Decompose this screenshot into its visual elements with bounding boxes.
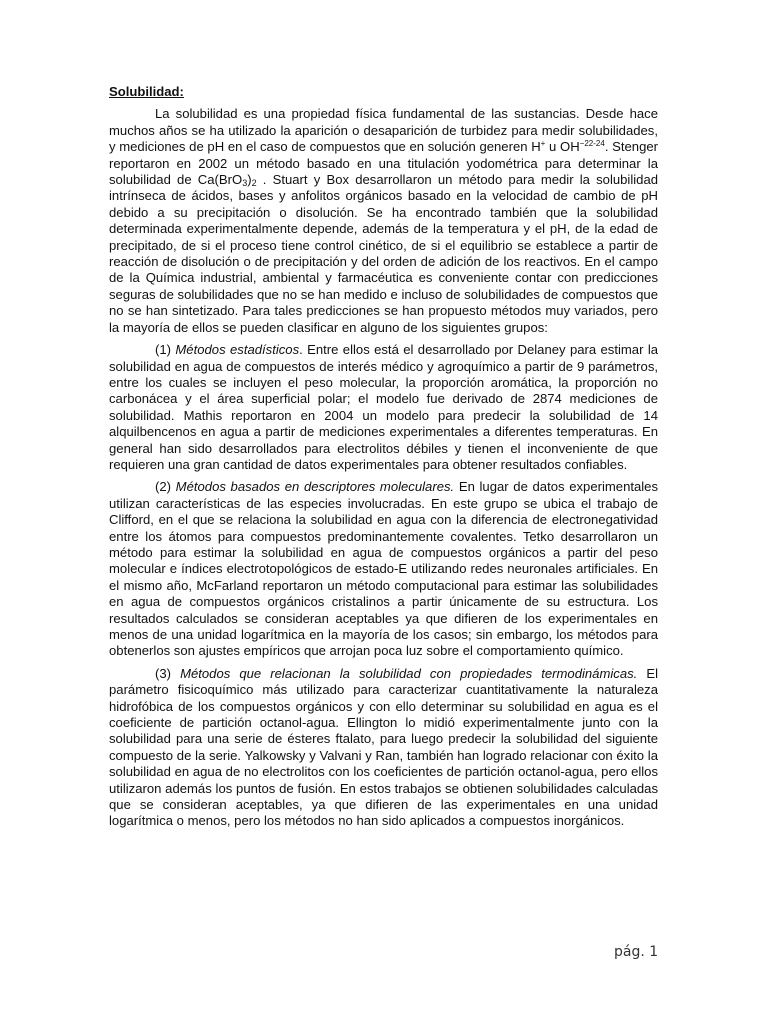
item-title: Métodos estadísticos [175,342,300,358]
item-number: (2) [155,479,176,495]
subscript-2: 2 [251,178,257,189]
intro-text-b: u OH [545,139,580,155]
item-number: (1) [155,342,176,358]
section-heading: Solubilidad: [109,84,184,99]
oh-charge: − [579,139,585,149]
paragraph-thermodynamic-methods [109,666,658,830]
citation-ref: 22-24 [584,139,605,149]
item-title: Métodos que relacionan la solubilidad con propiedades termodinámicas. [180,665,638,681]
document-body [109,84,658,836]
paragraph-intro [109,106,658,336]
intro-text-e: . Stuart y Box desarrollaron un método para medir la solubilidad intrínseca de ácidos, bases y anfolitos orgánicos basado en la velocidad de cambio de pH debido a su precipitación o disolución. Se ha encontrado también que la solubilidad determinada experimentalmente depende, además de la temperatura y el pH, de la edad de precipitado, de si el proceso tiene control cinético, de si el equilibrio se establece a partir de reacción de disolución o de precipitación y del orden de adición de los reactivos. En el campo de la Química industrial, ambiental y farmacéutica es conveniente contar con predicciones seguras de solubilidades que no se han medido e incluso de solubilidades de compuestos que no se han sintetizado. Para tales predicciones se han propuesto métodos muy variados, pero la mayoría de ellos se pueden clasificar en alguno de los siguientes grupos: [109,172,659,335]
intro-text-d: ) [247,172,252,188]
item-body: . Entre ellos está el desarrollado por Delaney para estimar la solubilidad en agua de compuestos de interés médico y agroquímico a partir de 9 parámetros, entre los cuales se incluyen el peso molecular, la proporción aromática, la proporción no carbonácea y el área superficial polar; el modelo fue derivado de 2874 mediciones de solubilidad. Mathis reportaron en 2004 un modelo para predecir la solubilidad de 14 alquilbencenos en agua a partir de mediciones experimentales a diferentes temperaturas. En general han sido desarrollados para electrolitos débiles y tienen el inconveniente de que requieren una gran cantidad de datos experimentales para obtener resultados confiables. [109,342,659,472]
intro-text-a: La solubilidad es una propiedad física fundamental de las sustancias. Desde hace muchos años se ha utilizado la aparición o desaparición de turbidez para medir solubilidades, y mediciones de pH en el caso de compuestos que en solución generen H [109,106,658,155]
page-number: pág. 1 [614,944,659,960]
item-body: En lugar de datos experimentales utilizan características de las especies involucradas. En este grupo se ubica el trabajo de Clifford, en el que se relaciona la solubilidad en agua con la diferencia de electronegatividad entre los átomos para compuestos predominantemente covalentes. Tetko desarrollaron un método para estimar la solubilidad en agua de compuestos orgánicos a partir del peso molecular e índices electrotopológicos de estado-E utilizando redes neuronales artificiales. En el mismo año, McFarland reportaron un método computacional para estimar las solubilidades en agua de compuestos orgánicos cristalinos a partir únicamente de su estructura. Los resultados calculados se consideran aceptables ya que difieren de los experimentales en menos de una unidad logarítmica en la mayoría de los casos; sin embargo, los métodos para obtenerlos son ajustes empíricos que arrojan poca luz sobre el comportamiento químico. [109,479,659,659]
paragraph-descriptor-methods [109,479,658,659]
item-number: (3) [155,665,181,681]
h-charge: + [540,139,546,149]
item-body: El parámetro fisicoquímico más utilizado para caracterizar cuantitativamente la naturaleza hidrofóbica de los compuestos orgánicos y con ello determinar su solubilidad en agua es el coeficiente de partición octanol-agua. Ellington lo midió experimentalmente junto con la solubilidad para una serie de ésteres ftalato, para luego predecir la solubilidad del siguiente compuesto de la serie. Yalkowsky y Valvani y Ran, también han logrado relacionar con éxito la solubilidad en agua de no electrolitos con los coeficientes de partición octanol-agua, pero ellos utilizaron además los puntos de fusión. En estos trabajos se obtienen solubilidades calculadas que se consideran aceptables, ya que difieren de las experimentales en una unidad logarítmica o menos, pero los métodos no han sido aplicados a compuestos inorgánicos. [109,665,659,829]
intro-text-c: . Stenger reportaron en 2002 un método basado en una titulación yodométrica para determinar la solubilidad de Ca(BrO [109,139,659,188]
item-title: Métodos basados en descriptores moleculares. [175,479,455,495]
paragraph-statistical-methods [109,342,658,473]
subscript-3: 3 [242,178,248,189]
